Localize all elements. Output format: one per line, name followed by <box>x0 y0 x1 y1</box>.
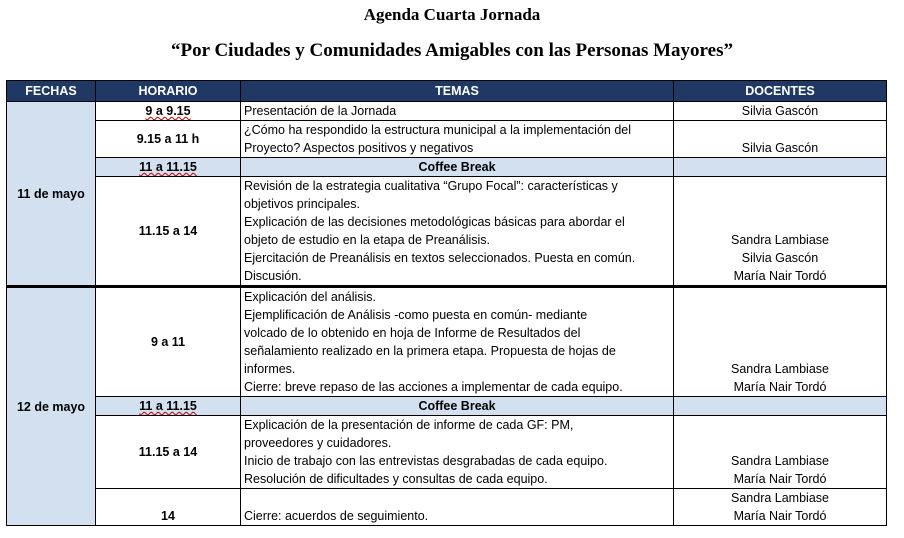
break-row <box>7 158 887 177</box>
topic-cell: Presentación de la Jornada <box>241 102 674 121</box>
time-cell: 11 a 11.15 <box>96 397 241 416</box>
topic-cell: Explicación del análisis. Ejemplificación de Análisis -como puesta en común- mediante volcado de lo obtenido en hoja de Informe de Resultados del señalamiento realizado en la primera etapa. Propuesta de hojas de informes. Cierre: breve repaso de las acciones a implementar de cada equipo. <box>241 287 674 397</box>
header-row <box>7 81 887 102</box>
header-temas: TEMAS <box>241 81 674 102</box>
table-row <box>7 102 887 121</box>
header-horario: HORARIO <box>96 81 241 102</box>
date-cell: 11 de mayo <box>7 102 96 287</box>
table-row <box>7 416 887 489</box>
time-cell: 11 a 11.15 <box>96 158 241 177</box>
time-cell: 9.15 a 11 h <box>96 121 241 158</box>
coffee-break-label: Coffee Break <box>241 158 674 177</box>
teacher-cell: Sandra Lambiase María Nair Tordó <box>674 489 887 526</box>
table-row <box>7 177 887 287</box>
topic-cell: ¿Cómo ha respondido la estructura municipal a la implementación del Proyecto? Aspectos positivos y negativos <box>241 121 674 158</box>
page-subtitle: “Por Ciudades y Comunidades Amigables con las Personas Mayores” <box>171 40 733 61</box>
teacher-cell: Sandra Lambiase María Nair Tordó <box>674 416 887 489</box>
header-docentes: DOCENTES <box>674 81 887 102</box>
agenda-table <box>6 80 887 526</box>
teacher-cell: Silvia Gascón <box>674 102 887 121</box>
page-title: Agenda Cuarta Jornada <box>363 5 541 24</box>
time-cell: 11.15 a 14 <box>96 416 241 489</box>
teacher-cell: Silvia Gascón <box>674 121 887 158</box>
date-cell: 12 de mayo <box>7 287 96 526</box>
coffee-break-label: Coffee Break <box>241 397 674 416</box>
teacher-cell: Sandra Lambiase Silvia Gascón María Nair Tordó <box>674 177 887 287</box>
time-cell: 11.15 a 14 <box>96 177 241 287</box>
topic-cell: Explicación de la presentación de informe de cada GF: PM, proveedores y cuidadores. Inicio de trabajo con las entrevistas desgrabadas de cada equipo. Resolución de dificultades y consultas de cada equipo. <box>241 416 674 489</box>
table-row <box>7 287 887 397</box>
topic-cell: Revisión de la estrategia cualitativa “Grupo Focal”: características y objetivos principales. Explicación de las decisiones metodológicas básicas para abordar el objeto de estudio en la etapa de Preanálisis. Ejercitación de Preanálisis en textos seleccionados. Puesta en común. Discusión. <box>241 177 674 287</box>
time-cell: 14 <box>96 489 241 526</box>
topic-cell: Cierre: acuerdos de seguimiento. <box>241 489 674 526</box>
time-cell: 9 a 11 <box>96 287 241 397</box>
teacher-cell: Sandra Lambiase María Nair Tordó <box>674 287 887 397</box>
table-row <box>7 121 887 158</box>
time-cell: 9 a 9.15 <box>96 102 241 121</box>
break-row <box>7 397 887 416</box>
table-row <box>7 489 887 526</box>
header-fechas: FECHAS <box>7 81 96 102</box>
